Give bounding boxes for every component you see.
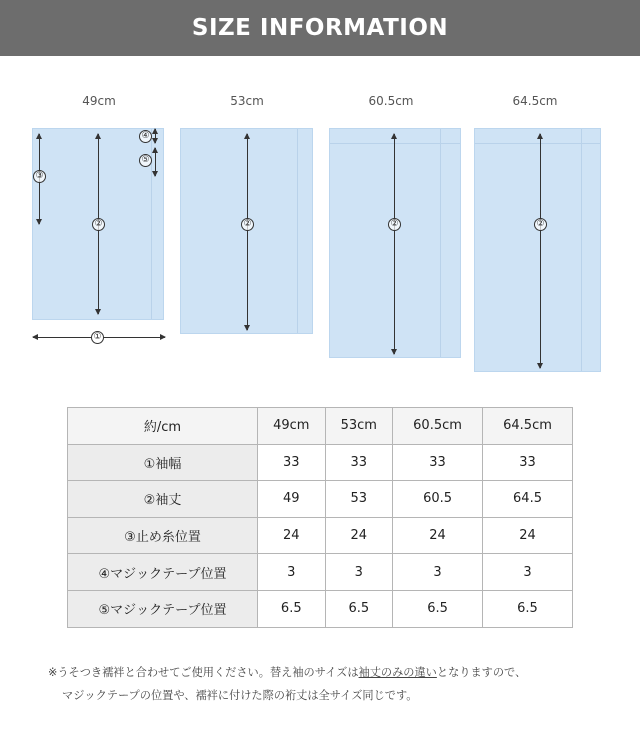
row-label: ①袖幅 xyxy=(68,444,258,481)
row-label: ⑤マジックテープ位置 xyxy=(68,590,258,627)
note-text: ※うそつき襦袢と合わせてご使用ください。替え袖のサイズは xyxy=(48,666,359,679)
table-cell: 49 xyxy=(258,481,326,518)
note-text: マジックテープの位置や、襦袢に付けた際の裄丈は全サイズ同じです。 xyxy=(62,689,418,702)
length-arrow-64-5 xyxy=(540,134,541,368)
table-cell: 24 xyxy=(325,517,393,554)
header-bar xyxy=(0,0,640,56)
velcro-arrow-5 xyxy=(155,148,156,176)
table-col-header: 64.5cm xyxy=(483,408,573,445)
row-label: ②袖丈 xyxy=(68,481,258,518)
table-cell: 60.5 xyxy=(393,481,483,518)
table-corner: 約/cm xyxy=(68,408,258,445)
table-cell: 33 xyxy=(325,444,393,481)
velcro-arrow-4 xyxy=(155,129,156,143)
table-cell: 33 xyxy=(258,444,326,481)
table-cell: 3 xyxy=(483,554,573,591)
marker-1: ① xyxy=(91,331,104,344)
marker-2-64-5: ② xyxy=(534,218,547,231)
sleeve-photo-64-5 xyxy=(474,128,601,372)
table-cell: 6.5 xyxy=(325,590,393,627)
table-header-row xyxy=(68,408,573,445)
table-cell: 33 xyxy=(393,444,483,481)
table-row xyxy=(68,590,573,627)
table-row xyxy=(68,444,573,481)
size-label-60-5: 60.5cm xyxy=(368,94,414,108)
marker-2-49: ② xyxy=(92,218,105,231)
usage-note-line-1 xyxy=(48,664,526,680)
size-label-49: 49cm xyxy=(82,94,116,108)
size-label-64-5: 64.5cm xyxy=(512,94,558,108)
table-cell: 6.5 xyxy=(393,590,483,627)
table-col-header: 60.5cm xyxy=(393,408,483,445)
row-label: ③止め糸位置 xyxy=(68,517,258,554)
marker-4: ④ xyxy=(139,130,152,143)
table-row xyxy=(68,481,573,518)
table-cell: 3 xyxy=(393,554,483,591)
marker-3: ③ xyxy=(33,170,46,183)
sleeve-photo-60-5 xyxy=(329,128,461,358)
size-label-53: 53cm xyxy=(230,94,264,108)
table-cell: 24 xyxy=(258,517,326,554)
table-cell: 3 xyxy=(325,554,393,591)
note-text: となりますので、 xyxy=(436,666,527,679)
length-arrow-60-5 xyxy=(394,134,395,354)
table-row xyxy=(68,517,573,554)
table-cell: 33 xyxy=(483,444,573,481)
size-table xyxy=(67,407,573,628)
note-emphasis: 袖丈のみの違い xyxy=(358,666,437,679)
marker-2-53: ② xyxy=(241,218,254,231)
table-cell: 3 xyxy=(258,554,326,591)
marker-5: ⑤ xyxy=(139,154,152,167)
marker-2-60-5: ② xyxy=(388,218,401,231)
table-cell: 6.5 xyxy=(258,590,326,627)
table-col-header: 49cm xyxy=(258,408,326,445)
page-title: SIZE INFORMATION xyxy=(191,15,449,41)
table-col-header: 53cm xyxy=(325,408,393,445)
table-cell: 64.5 xyxy=(483,481,573,518)
usage-note-line-2 xyxy=(62,687,417,703)
table-cell: 24 xyxy=(483,517,573,554)
row-label: ④マジックテープ位置 xyxy=(68,554,258,591)
length-arrow-53 xyxy=(247,134,248,330)
table-row xyxy=(68,554,573,591)
table-cell: 24 xyxy=(393,517,483,554)
table-cell: 53 xyxy=(325,481,393,518)
table-cell: 6.5 xyxy=(483,590,573,627)
